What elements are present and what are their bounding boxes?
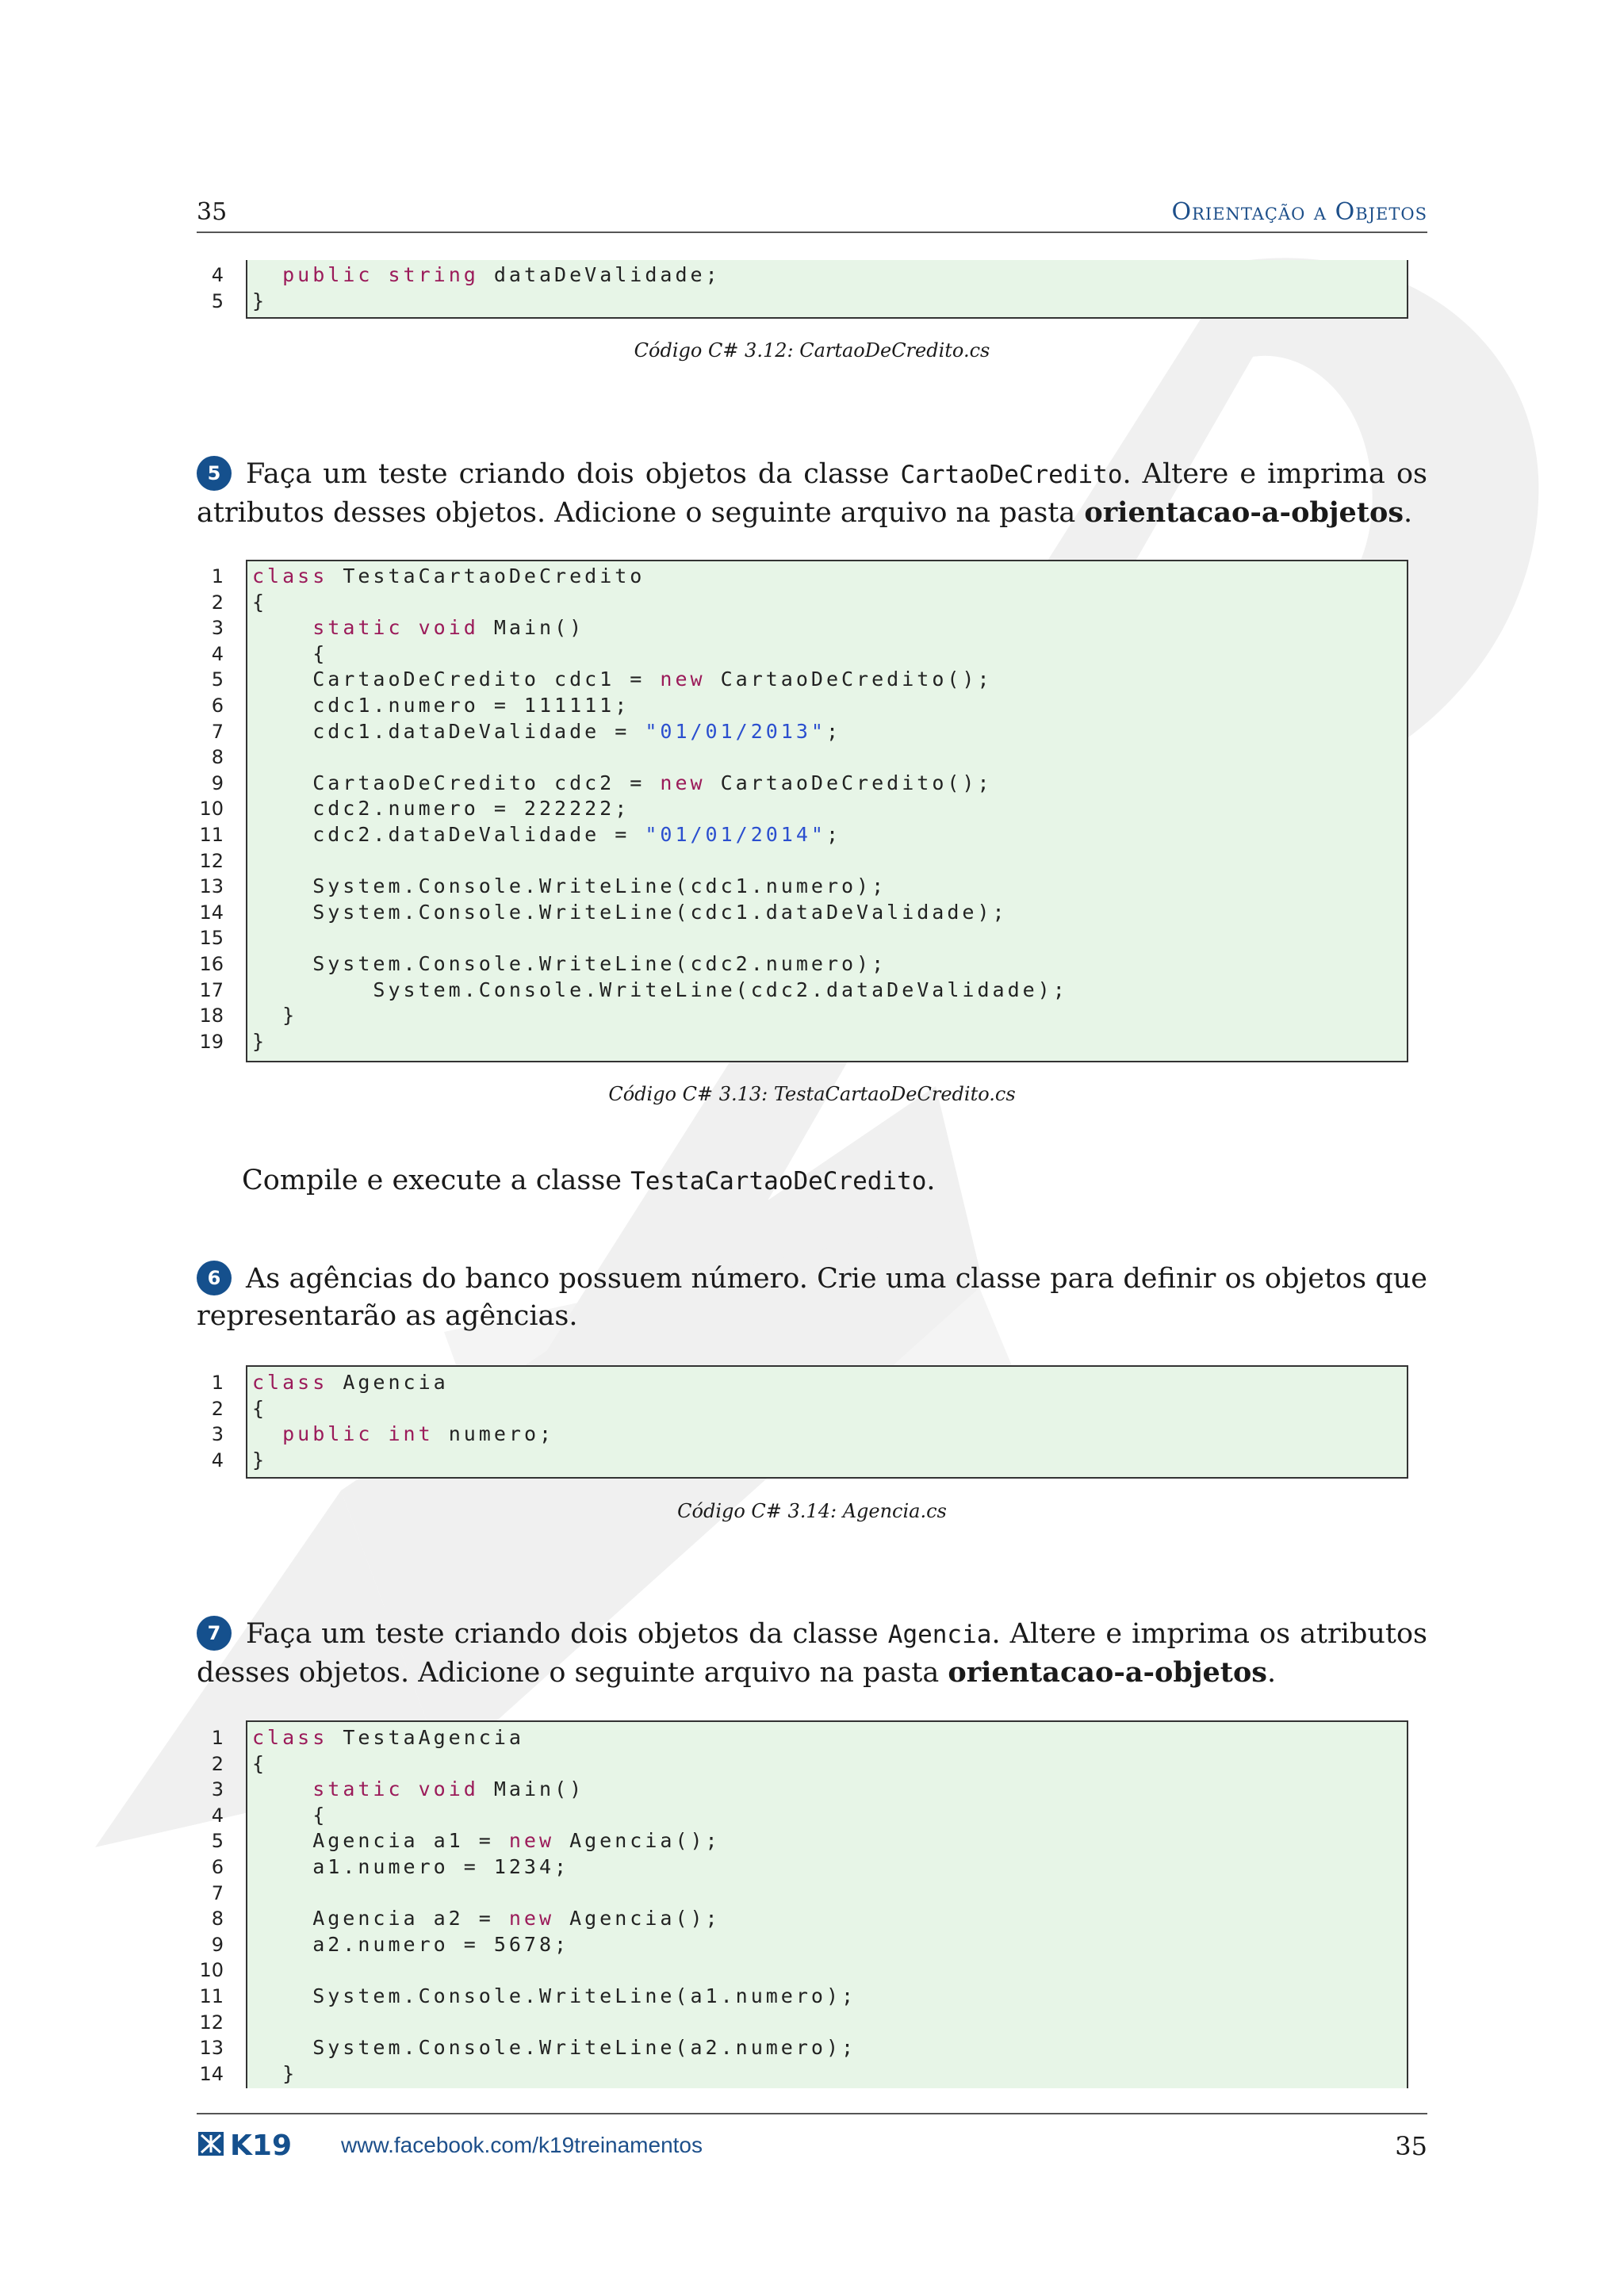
code-text: dataDeValidade; xyxy=(478,263,721,286)
code-text: } xyxy=(252,1029,268,1053)
code-text: System.Console.WriteLine(cdc1.numero); xyxy=(252,874,887,898)
code-line xyxy=(211,1751,1407,1777)
code-line xyxy=(199,874,1407,900)
code-block-cartao-de-credito-end xyxy=(211,260,1408,319)
code-text: cdc2.numero = 222222; xyxy=(252,797,630,821)
line-number: 8 xyxy=(211,1908,224,1931)
code-line xyxy=(211,564,1407,590)
line-number: 3 xyxy=(211,617,224,640)
code-line xyxy=(211,1396,1407,1422)
code-text xyxy=(404,616,419,639)
code-text: CartaoDeCredito cdc2 = xyxy=(252,771,661,794)
code-line xyxy=(211,667,1407,693)
line-number: 4 xyxy=(211,1448,224,1471)
code-text: TestaAgencia xyxy=(327,1726,524,1749)
code-text: System.Console.WriteLine(a2.numero); xyxy=(252,2036,857,2060)
code-line xyxy=(211,1777,1407,1803)
inline-code: Agencia xyxy=(887,1621,992,1649)
code-line xyxy=(211,1906,1407,1932)
code-keyword: class xyxy=(252,1371,328,1394)
line-number: 14 xyxy=(199,901,224,924)
line-number: 5 xyxy=(211,1830,224,1853)
code-text: Agencia a2 = xyxy=(252,1907,509,1931)
code-keyword: new xyxy=(508,1907,555,1931)
code-keyword: static xyxy=(312,616,404,640)
code-keyword: void xyxy=(418,616,479,640)
code-line xyxy=(199,2010,1407,2036)
code-line xyxy=(211,1422,1407,1448)
code-line xyxy=(211,1854,1407,1881)
code-line xyxy=(199,1984,1407,2010)
code-line xyxy=(211,1828,1407,1854)
code-text xyxy=(252,616,312,639)
code-line xyxy=(211,641,1407,668)
code-line xyxy=(211,1803,1407,1829)
line-number: 3 xyxy=(211,1423,224,1446)
code-line xyxy=(211,744,1407,771)
exercise-number-badge: 6 xyxy=(197,1261,232,1295)
code-keyword: class xyxy=(252,564,328,587)
code-line xyxy=(199,848,1407,874)
exercise-number-badge: 7 xyxy=(197,1616,232,1651)
code-line xyxy=(211,262,1407,289)
k19-logo xyxy=(197,2129,324,2160)
code-text: System.Console.WriteLine(cdc2.numero); xyxy=(252,951,887,975)
code-line xyxy=(211,693,1407,719)
exercise-7-text: 7 Faça um teste criando dois objetos da classe Agencia. Altere e imprima os atributos desses objetos. Adicione o seguinte arquivo na pasta orientacao-a-objetos. xyxy=(197,1616,1427,1692)
code-text: { xyxy=(252,1396,268,1420)
code-line xyxy=(199,796,1407,822)
code-text: } xyxy=(252,1004,298,1027)
code-keyword: int xyxy=(388,1422,434,1446)
code-text xyxy=(373,1422,388,1445)
code-caption-3-14: Código C# 3.14: Agencia.cs xyxy=(677,1500,947,1522)
code-text xyxy=(252,1777,312,1800)
code-text: CartaoDeCredito(); xyxy=(705,668,993,691)
code-text: Main() xyxy=(478,616,585,640)
code-line xyxy=(211,719,1407,745)
code-string: "01/01/2013" xyxy=(645,719,826,743)
code-line xyxy=(211,771,1407,797)
code-text: System.Console.WriteLine(cdc1.dataDeValidade); xyxy=(252,900,1008,924)
svg-text:K19: K19 xyxy=(230,2130,292,2160)
line-number: 12 xyxy=(199,2011,224,2034)
code-text xyxy=(252,263,282,286)
code-text: Agencia(); xyxy=(554,1907,721,1931)
code-block-agencia xyxy=(211,1365,1408,1479)
code-text: cdc2.dataDeValidade = xyxy=(252,822,645,846)
code-line xyxy=(199,2035,1407,2061)
code-keyword: static xyxy=(312,1777,404,1801)
header-page-number: 35 xyxy=(197,198,228,226)
code-caption-3-13: Código C# 3.13: TestaCartaoDeCredito.cs xyxy=(608,1083,1016,1105)
line-number: 11 xyxy=(199,823,224,846)
line-number: 1 xyxy=(211,565,224,587)
code-block-testa-agencia xyxy=(199,1720,1408,2088)
code-line xyxy=(199,1957,1407,1984)
line-number: 8 xyxy=(211,746,224,769)
line-number: 13 xyxy=(199,875,224,898)
line-number: 16 xyxy=(199,952,224,975)
line-number: 1 xyxy=(211,1727,224,1749)
code-keyword: new xyxy=(660,668,706,691)
line-number: 2 xyxy=(211,591,224,614)
line-number: 7 xyxy=(211,720,224,743)
code-block-testa-cartao-de-credito xyxy=(199,560,1408,1062)
code-text xyxy=(373,263,388,286)
code-text: { xyxy=(252,1803,328,1827)
line-number: 13 xyxy=(199,2037,224,2060)
line-number: 10 xyxy=(199,798,224,821)
code-line xyxy=(211,1370,1407,1396)
code-line xyxy=(199,951,1407,978)
folder-name: orientacao-a-objetos xyxy=(948,1656,1268,1689)
line-number: 6 xyxy=(211,694,224,717)
code-line xyxy=(199,925,1407,951)
footer-page-number: 35 xyxy=(1395,2131,1427,2161)
code-text: a2.numero = 5678; xyxy=(252,1932,570,1956)
line-number: 4 xyxy=(211,1804,224,1827)
line-number: 11 xyxy=(199,1984,224,2007)
line-number: 19 xyxy=(199,1030,224,1053)
code-keyword: new xyxy=(508,1829,555,1853)
line-number: 9 xyxy=(211,1933,224,1956)
code-keyword: public xyxy=(282,1422,373,1446)
line-number: 7 xyxy=(211,1881,224,1904)
code-text: CartaoDeCredito cdc1 = xyxy=(252,668,661,691)
code-text xyxy=(404,1777,419,1800)
line-number: 9 xyxy=(211,771,224,794)
code-line xyxy=(211,1725,1407,1751)
inline-code: CartaoDeCredito xyxy=(900,461,1123,489)
code-text: Agencia xyxy=(327,1371,449,1394)
line-number: 5 xyxy=(211,668,224,691)
code-line xyxy=(199,1003,1407,1029)
line-number: 2 xyxy=(211,1397,224,1420)
code-text: { xyxy=(252,590,268,614)
code-text: cdc1.numero = 111111; xyxy=(252,693,630,717)
line-number: 4 xyxy=(211,642,224,665)
exercise-number-badge: 5 xyxy=(197,456,232,491)
line-number: 3 xyxy=(211,1778,224,1801)
header-rule xyxy=(197,232,1427,233)
code-line xyxy=(211,1932,1407,1958)
line-number: 10 xyxy=(199,1959,224,1982)
code-line xyxy=(199,978,1407,1004)
code-text: } xyxy=(252,2061,298,2085)
line-number: 17 xyxy=(199,978,224,1001)
code-keyword: public xyxy=(282,263,373,286)
code-text: Main() xyxy=(478,1777,585,1801)
code-text: Agencia a1 = xyxy=(252,1829,509,1853)
code-string: "01/01/2014" xyxy=(645,822,826,846)
code-text: TestaCartaoDeCredito xyxy=(327,564,645,587)
line-number: 4 xyxy=(211,264,224,286)
code-text: CartaoDeCredito(); xyxy=(705,771,993,794)
code-text: System.Console.WriteLine(a1.numero); xyxy=(252,1984,857,2007)
code-text: System.Console.WriteLine(cdc2.dataDeValidade); xyxy=(252,978,1068,1001)
line-number: 6 xyxy=(211,1855,224,1878)
code-text: a1.numero = 1234; xyxy=(252,1854,570,1878)
code-line xyxy=(211,615,1407,641)
code-line xyxy=(211,289,1407,315)
code-line xyxy=(199,822,1407,848)
inline-code: TestaCartaoDeCredito xyxy=(630,1167,927,1196)
line-number: 1 xyxy=(211,1372,224,1394)
code-text: numero; xyxy=(433,1422,555,1446)
code-text: { xyxy=(252,641,328,665)
code-keyword: class xyxy=(252,1726,328,1749)
line-number: 18 xyxy=(199,1004,224,1027)
code-text: } xyxy=(252,289,268,312)
code-text: } xyxy=(252,1448,268,1471)
code-keyword: void xyxy=(418,1777,479,1801)
compile-instruction: Compile e execute a classe TestaCartaoDeCredito. xyxy=(242,1165,936,1196)
code-keyword: new xyxy=(660,771,706,794)
code-line xyxy=(199,1029,1407,1055)
exercise-5-text: 5 Faça um teste criando dois objetos da classe CartaoDeCredito. Altere e imprima os atributos desses objetos. Adicione o seguinte arquivo na pasta orientacao-a-objetos. xyxy=(197,456,1427,532)
code-text: cdc1.dataDeValidade = xyxy=(252,719,645,743)
line-number: 14 xyxy=(199,2062,224,2085)
code-text: Agencia(); xyxy=(554,1829,721,1853)
code-text: ; xyxy=(825,822,842,846)
line-number: 12 xyxy=(199,849,224,872)
code-line xyxy=(211,1881,1407,1907)
code-text xyxy=(252,1422,282,1445)
line-number: 2 xyxy=(211,1752,224,1775)
folder-name: orientacao-a-objetos xyxy=(1084,496,1404,529)
code-line xyxy=(211,1448,1407,1474)
code-caption-3-12: Código C# 3.12: CartaoDeCredito.cs xyxy=(634,339,990,362)
line-number: 15 xyxy=(199,927,224,950)
line-number: 5 xyxy=(211,289,224,312)
code-text: ; xyxy=(825,719,842,743)
exercise-6-text: 6 As agências do banco possuem número. Crie uma classe para definir os objetos que representarão as agências. xyxy=(197,1261,1427,1335)
code-line xyxy=(211,590,1407,616)
header-chapter-title: Orientação a Objetos xyxy=(1171,198,1427,226)
code-text: { xyxy=(252,1751,268,1775)
footer-rule xyxy=(197,2113,1427,2114)
code-keyword: string xyxy=(388,263,479,286)
code-line xyxy=(199,900,1407,926)
code-line xyxy=(199,2061,1407,2087)
facebook-link[interactable]: www.facebook.com/k19treinamentos xyxy=(341,2133,703,2157)
